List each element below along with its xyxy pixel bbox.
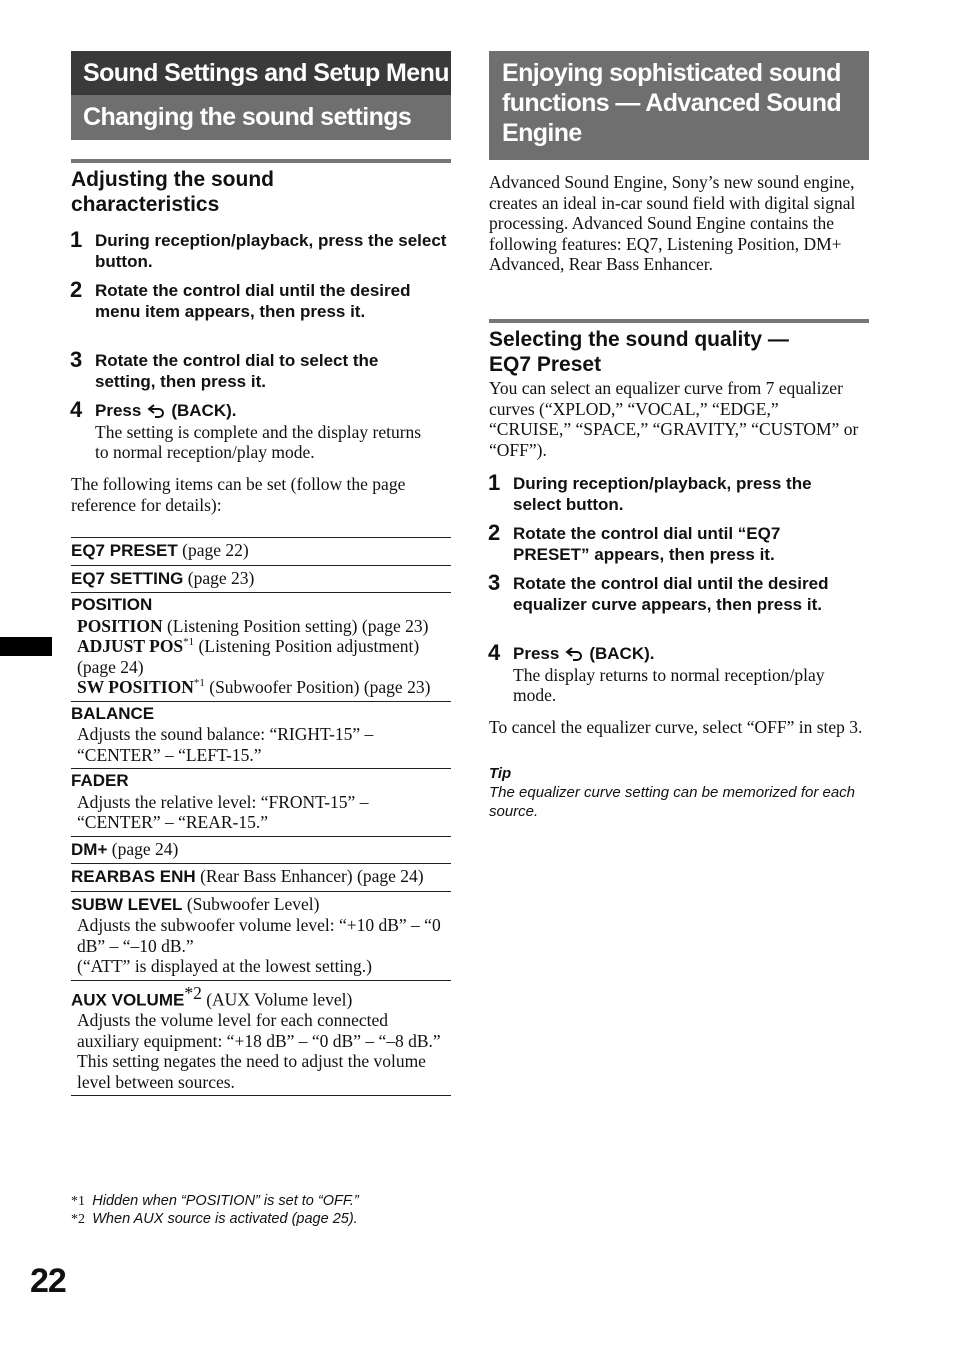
step-text: Rotate the control dial until the desired equalizer curve appears, then press it.	[513, 574, 829, 614]
footnote-ref: *1	[183, 636, 195, 649]
section-divider	[71, 159, 451, 163]
page-number: 22	[30, 1262, 66, 1300]
step-text	[95, 401, 425, 422]
position-subkey: POSITION	[77, 615, 163, 636]
row-key: POSITION	[71, 595, 153, 614]
step-text: During reception/playback, press the select button.	[513, 474, 812, 514]
footnote-text: Hidden when “POSITION” is set to “OFF.”	[92, 1193, 359, 1209]
eq7-step-1	[488, 470, 870, 515]
table-row-eq7-setting	[71, 566, 451, 594]
step-text: During reception/playback, press the select button.	[95, 231, 447, 271]
right-header: Enjoying sophisticated sound functions — Advanced Sound Engine	[489, 51, 869, 160]
footnote-2	[71, 1210, 358, 1229]
row-key: AUX VOLUME	[71, 989, 185, 1009]
section-title-eq7: Selecting the sound quality — EQ7 Preset	[489, 328, 789, 376]
footnote-mark: *1	[71, 1194, 85, 1209]
row-key: EQ7 PRESET	[71, 541, 178, 560]
position-line-1	[71, 616, 451, 637]
step-3	[70, 347, 452, 392]
left-header	[71, 51, 451, 140]
row-value: (page 23)	[183, 567, 255, 588]
page-title: Changing the sound settings	[71, 95, 451, 140]
step-4	[70, 397, 452, 463]
ase-intro: Advanced Sound Engine, Sony’s new sound engine, creates an ideal in-car sound field with digital signal processing. Advanced Sound Engine contains the following features: EQ7, Listening Position, DM+ Advanced, Rear Bass Enhancer.	[489, 172, 856, 274]
step-number: 3	[488, 570, 501, 595]
table-row-dm-plus	[71, 837, 451, 865]
step-description: The setting is complete and the display returns to normal reception/play mode.	[95, 421, 422, 462]
row-key: DM+	[71, 839, 108, 859]
row-key: FADER	[71, 771, 129, 790]
sw-position-subkey: SW POSITION	[77, 677, 194, 697]
step-description: The display returns to normal reception/play mode.	[513, 664, 825, 705]
table-row-balance	[71, 702, 451, 770]
step-text-back: (BACK).	[589, 644, 655, 663]
row-value: (Rear Bass Enhancer) (page 24)	[195, 866, 424, 886]
row-value: (AUX Volume level)	[201, 988, 353, 1009]
step-text-press: Press	[513, 644, 560, 663]
position-subvalue: (Listening Position setting) (page 23)	[162, 615, 429, 636]
footnote-ref: *2	[184, 982, 202, 1003]
row-note: (“ATT” is displayed at the lowest setting.)	[77, 956, 372, 976]
row-note: This setting negates the need to adjust the volume level between sources.	[77, 1051, 426, 1092]
table-row-eq7-preset	[71, 538, 451, 566]
table-row-rearbas	[71, 864, 451, 892]
table-row-subw-level	[71, 892, 451, 981]
row-value: (Subwoofer Level)	[182, 893, 320, 914]
row-key: REARBAS ENH	[71, 867, 196, 886]
step-1	[70, 227, 452, 272]
row-key: EQ7 SETTING	[71, 568, 184, 588]
step-text: Rotate the control dial until the desired menu item appears, then press it.	[95, 281, 411, 321]
step-text: Rotate the control dial to select the setting, then press it.	[95, 351, 379, 391]
footnote-text: When AUX source is activated (page 25).	[92, 1211, 358, 1227]
step-number: 3	[70, 347, 83, 372]
footnote-ref: *1	[193, 677, 205, 690]
step-text: Rotate the control dial until “EQ7 PRESET” appears, then press it.	[513, 524, 781, 564]
sw-position-subvalue: (Subwoofer Position) (page 23)	[204, 677, 431, 697]
step-number: 1	[70, 227, 83, 252]
eq7-step-4	[488, 640, 870, 706]
back-arrow-icon	[147, 404, 167, 418]
eq7-intro: You can select an equalizer curve from 7 equalizer curves (“XPLOD,” “VOCAL,” “EDGE,” “CRUISE,” “SPACE,” “GRAVITY,” “CUSTOM” or “OFF”).	[489, 378, 859, 460]
footnote-1	[71, 1192, 359, 1211]
row-description: Adjusts the volume level for each connected auxiliary equipment: “+18 dB” – “0 dB” – “–8 dB.”	[77, 1010, 441, 1051]
items-intro: The following items can be set (follow the page reference for details):	[71, 474, 406, 515]
table-row-fader	[71, 769, 451, 837]
step-text-press: Press	[95, 401, 142, 420]
step-number: 2	[488, 520, 501, 545]
section-divider	[489, 319, 869, 323]
adjust-pos-subkey: ADJUST POS	[77, 636, 184, 656]
row-value: (page 24)	[107, 838, 179, 859]
tip-text: The equalizer curve setting can be memorized for each source.	[489, 784, 856, 820]
eq7-step-3	[488, 570, 870, 615]
step-number: 2	[70, 277, 83, 302]
row-description: Adjusts the sound balance: “RIGHT-15” – “CENTER” – “LEFT-15.”	[77, 724, 374, 765]
row-key: BALANCE	[71, 703, 155, 723]
row-key: SUBW LEVEL	[71, 894, 183, 914]
eq7-step-2	[488, 520, 870, 565]
cancel-note: To cancel the equalizer curve, select “OFF” in step 3.	[489, 717, 863, 737]
step-2	[70, 277, 452, 322]
step-text-back: (BACK).	[171, 401, 237, 420]
step-number: 4	[70, 397, 83, 422]
row-value: (page 22)	[177, 540, 249, 560]
step-number: 4	[488, 640, 501, 665]
position-line-3	[71, 677, 451, 698]
adjust-pos-subvalue: (Listening Position adjustment) (page 24)	[77, 636, 420, 677]
settings-table	[71, 537, 451, 1096]
row-description: Adjusts the relative level: “FRONT-15” – “CENTER” – “REAR-15.”	[77, 791, 369, 832]
footnote-mark: *2	[71, 1212, 85, 1227]
step-number: 1	[488, 470, 501, 495]
back-arrow-icon	[565, 647, 585, 661]
row-description: Adjusts the subwoofer volume level: “+10 dB” – “0 dB” – “–10 dB.”	[77, 915, 441, 956]
step-text	[513, 644, 865, 665]
tip-heading: Tip	[489, 765, 512, 782]
section-thumb-tab	[0, 637, 52, 656]
chapter-title: Sound Settings and Setup Menu	[71, 51, 451, 95]
position-line-2	[71, 636, 451, 677]
table-row-position	[71, 593, 451, 702]
section-title-adjusting: Adjusting the sound characteristics	[71, 168, 274, 216]
table-row-aux-volume	[71, 981, 451, 1097]
